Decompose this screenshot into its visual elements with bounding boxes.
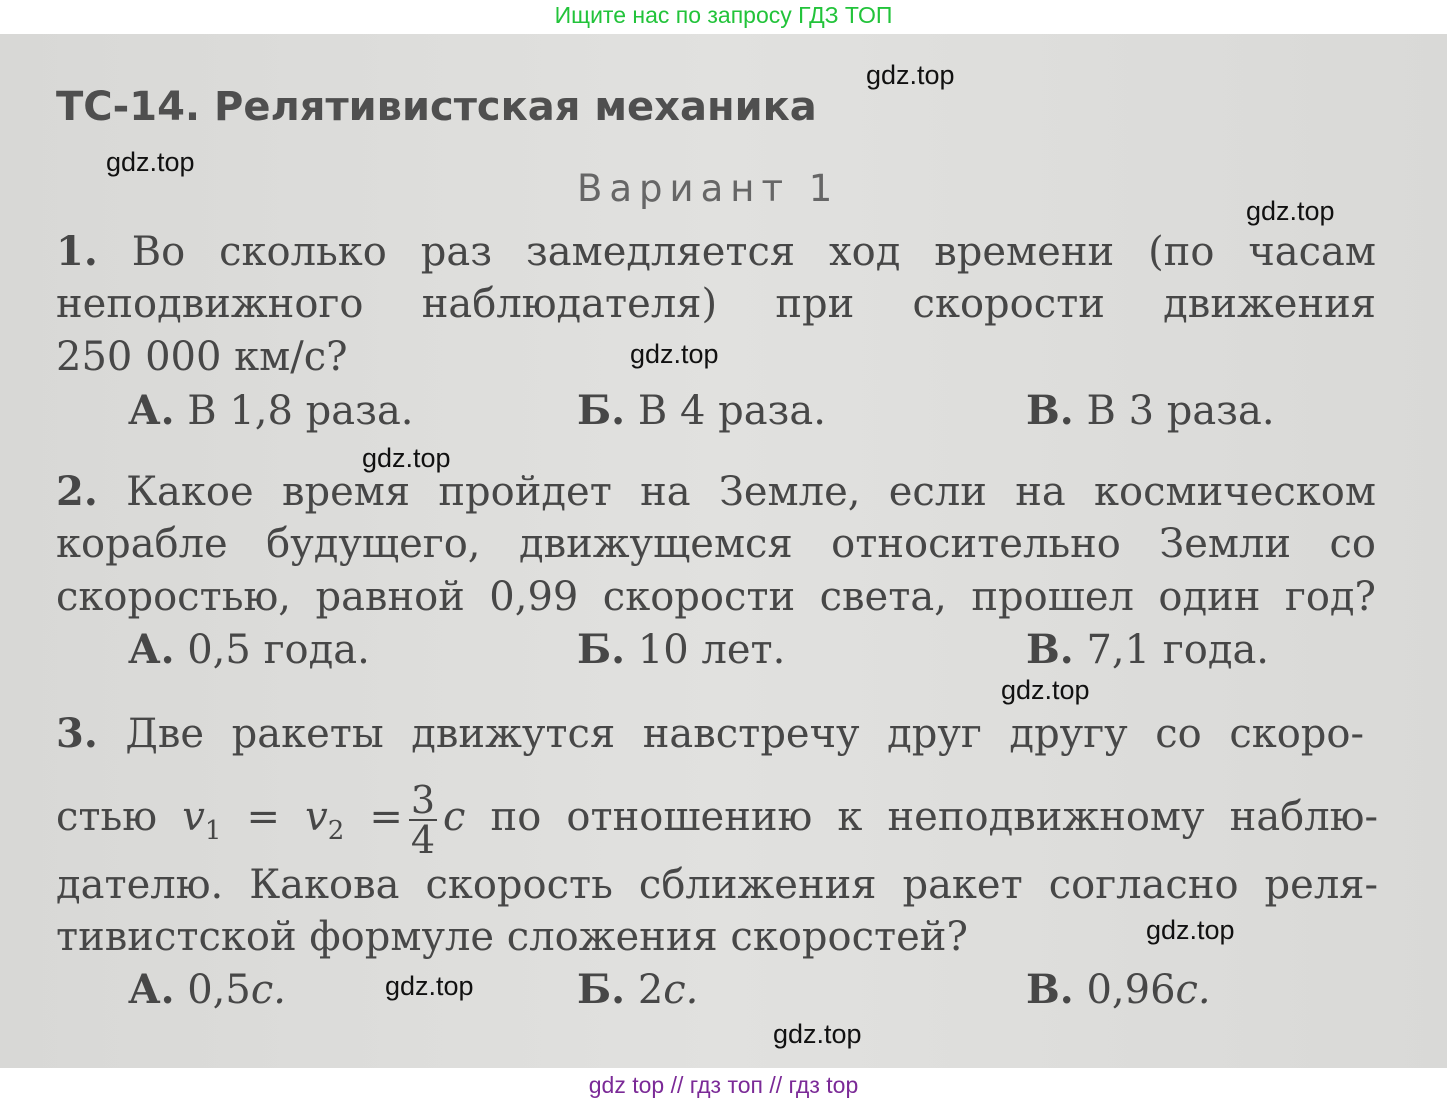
q3-equals-2: = bbox=[369, 794, 403, 840]
q1-a-text: В 1,8 раза. bbox=[187, 388, 414, 434]
q3-c-value: 0,96 bbox=[1086, 967, 1176, 1013]
q2-answer-a bbox=[128, 626, 370, 673]
q1-answer-a bbox=[128, 387, 414, 434]
q3-c-letter: В. bbox=[1026, 966, 1074, 1013]
q2-line1 bbox=[56, 468, 1376, 515]
q3-answer-b bbox=[577, 966, 698, 1013]
watermark: gdz.top bbox=[362, 443, 451, 473]
q1-number: 1. bbox=[56, 228, 98, 275]
watermark: gdz.top bbox=[630, 339, 719, 369]
q1-c-letter: В. bbox=[1026, 387, 1074, 434]
q3-c-unit: c. bbox=[1175, 967, 1211, 1013]
q3-fraction bbox=[409, 778, 437, 862]
q2-number: 2. bbox=[56, 468, 98, 515]
q1-a-letter: А. bbox=[128, 387, 175, 434]
q1-b-letter: Б. bbox=[577, 387, 626, 434]
q2-text-1: Какое время пройдет на Земле, если на космическом bbox=[126, 469, 1377, 515]
q3-equals-1: = bbox=[246, 794, 280, 840]
q3-line3: дателю. Какова скорость сближения ракет согласно реля- bbox=[56, 862, 1378, 908]
q3-b-unit: c. bbox=[663, 967, 699, 1013]
q3-answer-a bbox=[128, 966, 286, 1013]
q3-v2-subscript: 2 bbox=[327, 816, 345, 846]
watermark: gdz.top bbox=[385, 971, 474, 1001]
q3-fraction-denominator: 4 bbox=[410, 818, 436, 862]
q1-answer-b bbox=[577, 387, 826, 434]
q3-line2 bbox=[56, 772, 1378, 862]
q3-fraction-numerator: 3 bbox=[410, 778, 436, 822]
watermark: gdz.top bbox=[773, 1019, 862, 1049]
q3-text-2a: стью bbox=[56, 794, 158, 840]
q2-a-text: 0,5 года. bbox=[187, 627, 370, 673]
q1-line2: неподвижного наблюдателя) при скорости движения bbox=[56, 281, 1376, 327]
variant-heading: Вариант 1 bbox=[577, 167, 840, 210]
q1-text-1: Во сколько раз замедляется ход времени (по часам bbox=[131, 229, 1377, 275]
q3-a-unit: c. bbox=[250, 967, 286, 1013]
watermark: gdz.top bbox=[866, 60, 955, 90]
q1-line3: 250 000 км/с? bbox=[56, 334, 348, 380]
watermark: gdz.top bbox=[1146, 915, 1235, 945]
q2-line3: скоростью, равной 0,99 скорости света, прошел один год? bbox=[56, 574, 1376, 620]
q2-line2: корабле будущего, движущемся относительно Земли со bbox=[56, 521, 1376, 567]
page-title: ТС-14. Релятивистская механика bbox=[56, 84, 817, 130]
q2-answer-c bbox=[1026, 626, 1269, 673]
q2-a-letter: А. bbox=[128, 626, 175, 673]
q3-line4: тивистской формуле сложения скоростей? bbox=[56, 914, 968, 960]
q3-v2-symbol: v bbox=[305, 794, 328, 840]
q3-text-2b: по отношению к неподвижному наблю- bbox=[490, 794, 1379, 840]
q1-b-text: В 4 раза. bbox=[637, 388, 826, 434]
watermark: gdz.top bbox=[1001, 675, 1090, 705]
top-banner: Ищите нас по запросу ГДЗ ТОП bbox=[0, 0, 1447, 34]
q3-answer-c bbox=[1026, 966, 1211, 1013]
q1-c-text: В 3 раза. bbox=[1086, 388, 1275, 434]
watermark: gdz.top bbox=[1246, 196, 1335, 226]
q2-b-letter: Б. bbox=[577, 626, 626, 673]
q3-v1-symbol: v bbox=[182, 794, 205, 840]
q3-c-symbol: c bbox=[443, 794, 466, 840]
q2-c-letter: В. bbox=[1026, 626, 1074, 673]
q3-number: 3. bbox=[56, 710, 98, 757]
q3-b-value: 2 bbox=[637, 967, 664, 1013]
q2-b-text: 10 лет. bbox=[637, 627, 786, 673]
q3-b-letter: Б. bbox=[577, 966, 626, 1013]
watermark: gdz.top bbox=[106, 147, 195, 177]
q2-answer-b bbox=[577, 626, 785, 673]
q3-a-value: 0,5 bbox=[187, 967, 251, 1013]
q3-line1 bbox=[56, 710, 1364, 757]
q2-c-text: 7,1 года. bbox=[1086, 627, 1270, 673]
q3-v1-subscript: 1 bbox=[204, 816, 222, 846]
q1-answer-c bbox=[1026, 387, 1275, 434]
q1-line1 bbox=[56, 228, 1376, 275]
bottom-banner: gdz top // гдз топ // гдз top bbox=[0, 1068, 1447, 1104]
q3-a-letter: А. bbox=[128, 966, 175, 1013]
q3-text-1: Две ракеты движутся навстречу друг другу со скоро- bbox=[125, 711, 1365, 757]
